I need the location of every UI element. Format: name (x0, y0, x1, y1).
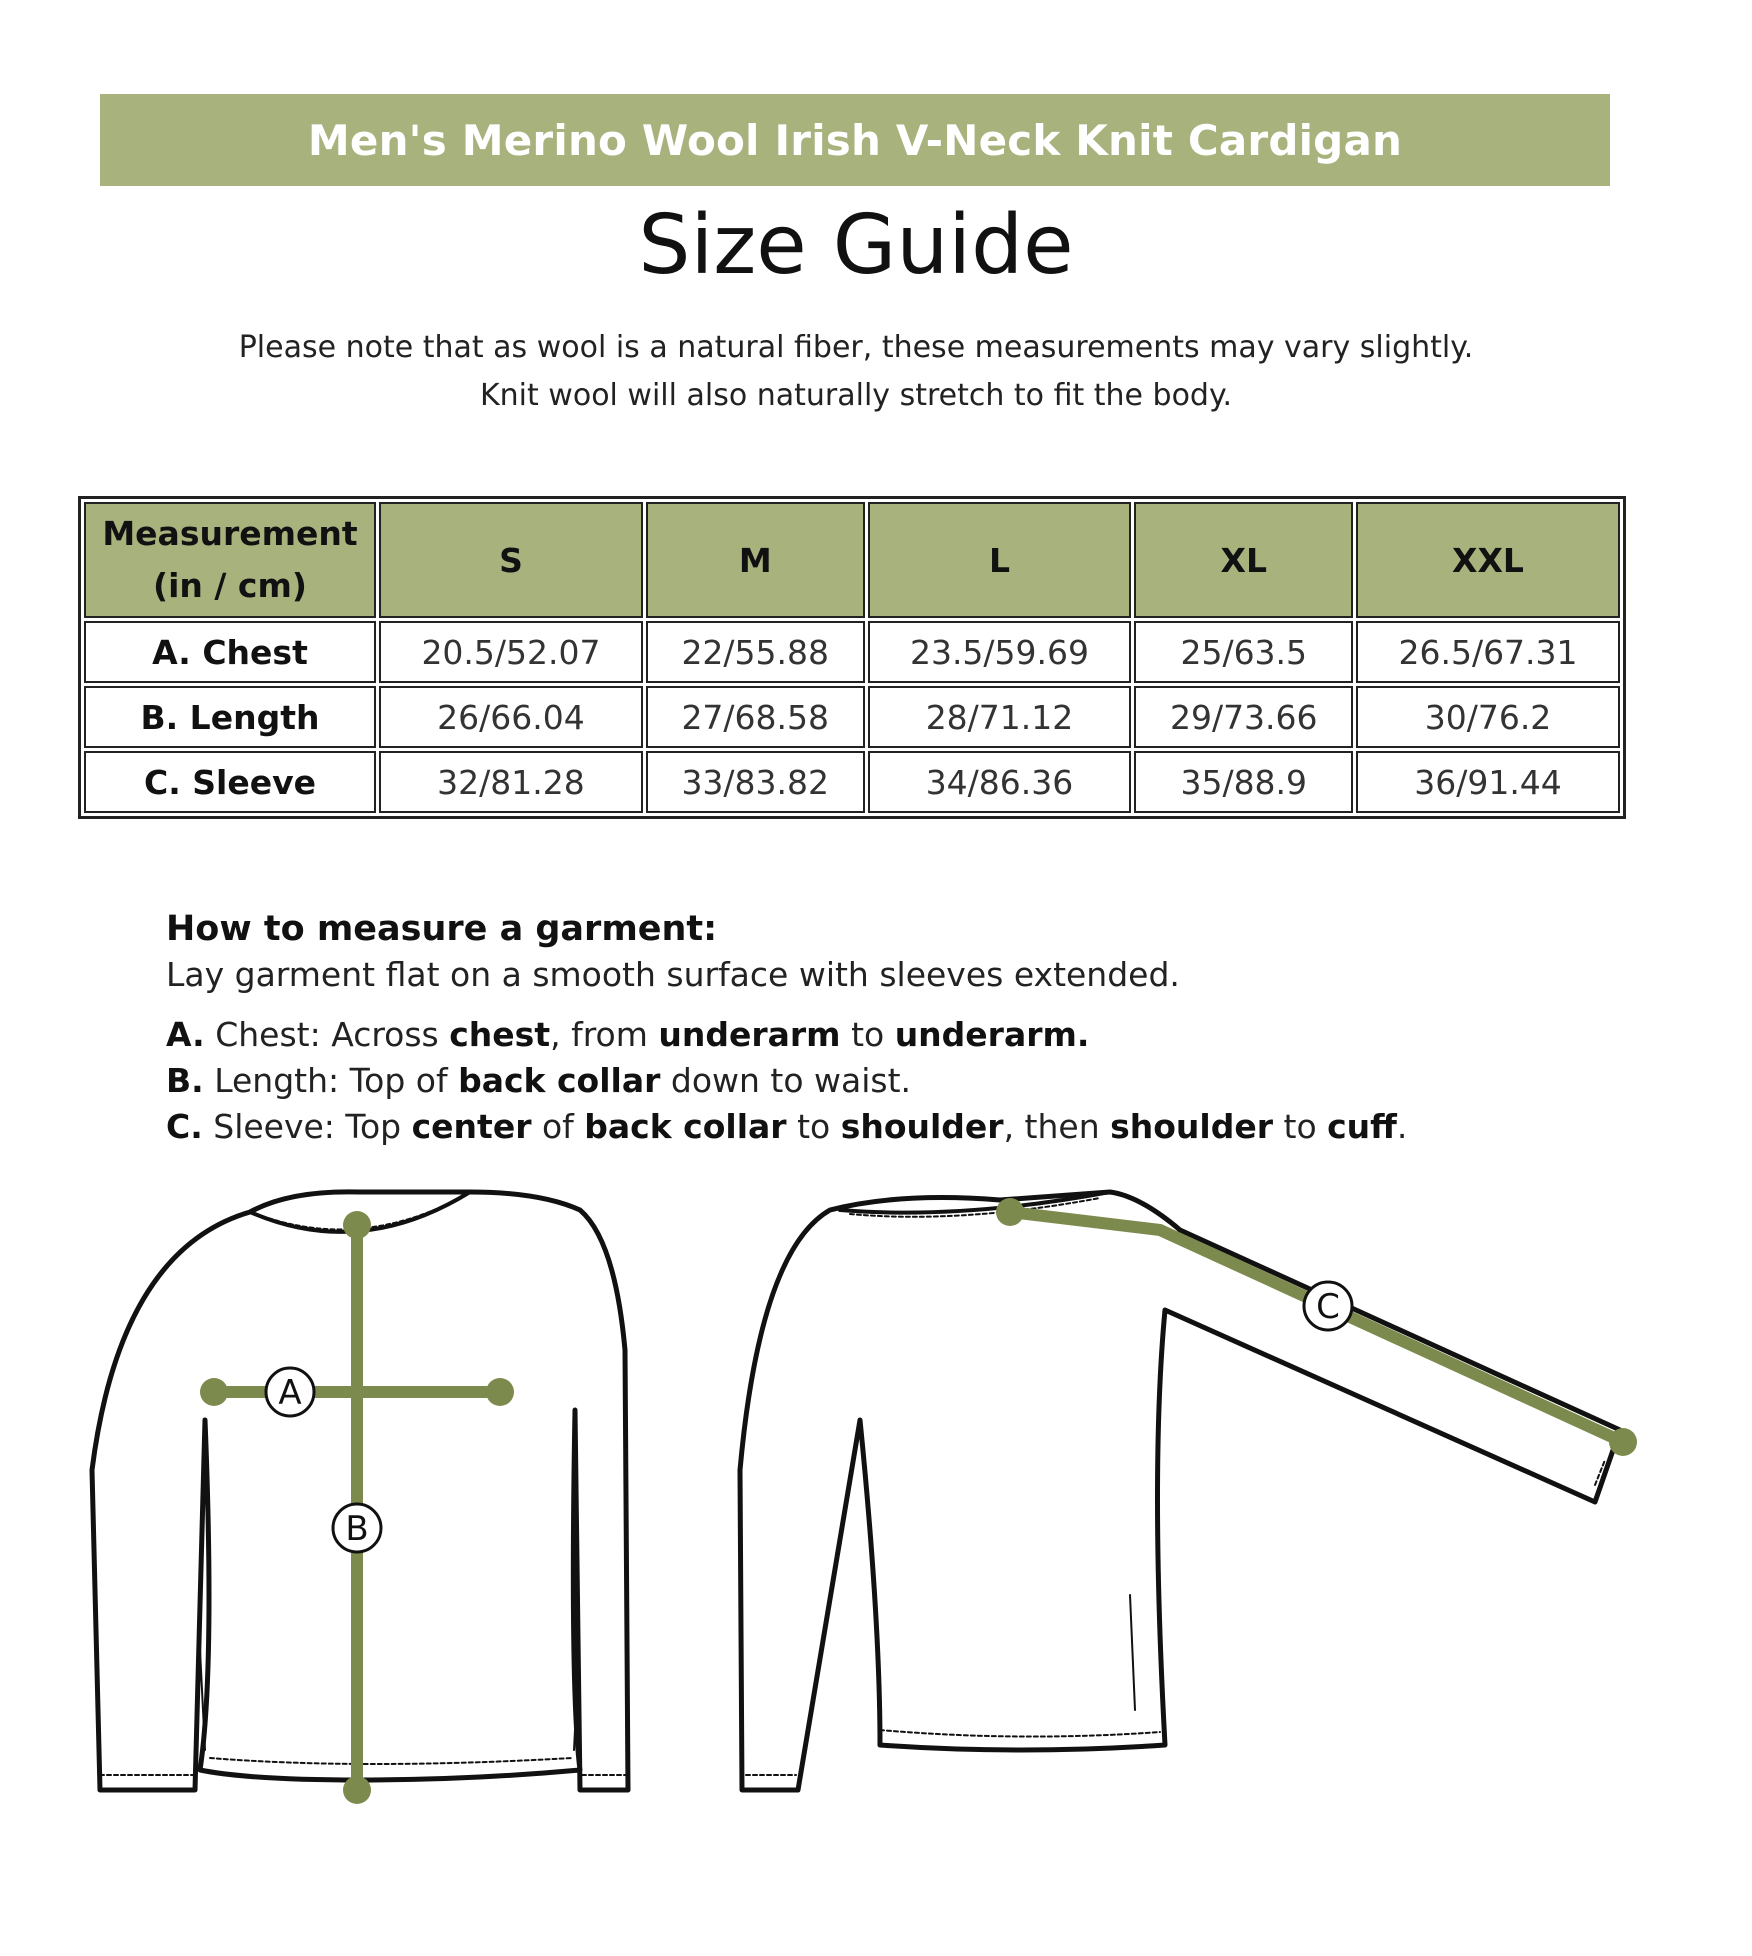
marker-c (1304, 1282, 1352, 1330)
instruction-chest: A. Chest: Across chest, from underarm to underarm. (166, 1015, 1090, 1054)
table-cell: 30/76.2 (1356, 686, 1620, 748)
table-cell: 29/73.66 (1134, 686, 1353, 748)
size-header-xxl: XXL (1356, 502, 1620, 618)
table-cell: 23.5/59.69 (868, 621, 1132, 683)
size-header-m: M (646, 502, 865, 618)
table-cell: 34/86.36 (868, 751, 1132, 813)
table-cell: 32/81.28 (379, 751, 643, 813)
size-header-s: S (379, 502, 643, 618)
measurement-header (84, 502, 376, 618)
product-name: Men's Merino Wool Irish V-Neck Knit Cardigan (307, 115, 1403, 165)
svg-text:C: C (1316, 1287, 1340, 1327)
instruction-sleeve: C. Sleeve: Top center of back collar to shoulder, then shoulder to cuff. (166, 1107, 1408, 1146)
table-cell: 35/88.9 (1134, 751, 1353, 813)
measurement-header-line2: (in / cm) (153, 566, 307, 605)
table-cell: 33/83.82 (646, 751, 865, 813)
instruction-letter: C. (166, 1107, 203, 1146)
instruction-length: B. Length: Top of back collar down to waist. (166, 1061, 912, 1100)
table-row-chest (84, 621, 1620, 683)
table-cell: 26/66.04 (379, 686, 643, 748)
marker-a (266, 1368, 314, 1416)
garment-diagram (0, 1170, 1752, 1830)
table-row-sleeve (84, 751, 1620, 813)
table-cell: 25/63.5 (1134, 621, 1353, 683)
note-line-1: Please note that as wool is a natural fiber, these measurements may vary slightly. (238, 330, 1474, 365)
marker-b (333, 1504, 381, 1552)
title-banner (100, 94, 1610, 186)
row-label: C. Sleeve (84, 751, 376, 813)
size-header-xl: XL (1134, 502, 1353, 618)
measurement-header-line1: Measurement (102, 514, 358, 553)
table-cell: 27/68.58 (646, 686, 865, 748)
note-line-2: Knit wool will also naturally stretch to fit the body. (479, 378, 1232, 413)
table-cell: 26.5/67.31 (1356, 621, 1620, 683)
page-title: Size Guide (638, 198, 1074, 293)
table-cell: 28/71.12 (868, 686, 1132, 748)
instruction-letter: A. (166, 1015, 205, 1054)
table-header-row (84, 502, 1620, 618)
howto-intro: Lay garment flat on a smooth surface with sleeves extended. (166, 955, 1180, 994)
row-label: B. Length (84, 686, 376, 748)
table-cell: 22/55.88 (646, 621, 865, 683)
row-label: A. Chest (84, 621, 376, 683)
table-cell: 20.5/52.07 (379, 621, 643, 683)
size-table (78, 496, 1626, 819)
svg-text:B: B (345, 1509, 369, 1549)
back-garment-outline (740, 1192, 1620, 1790)
size-header-l: L (868, 502, 1132, 618)
table-row-length (84, 686, 1620, 748)
svg-text:A: A (278, 1373, 302, 1413)
instruction-letter: B. (166, 1061, 204, 1100)
measure-instructions (166, 906, 1566, 1150)
table-cell: 36/91.44 (1356, 751, 1620, 813)
howto-heading: How to measure a garment: (166, 909, 718, 949)
